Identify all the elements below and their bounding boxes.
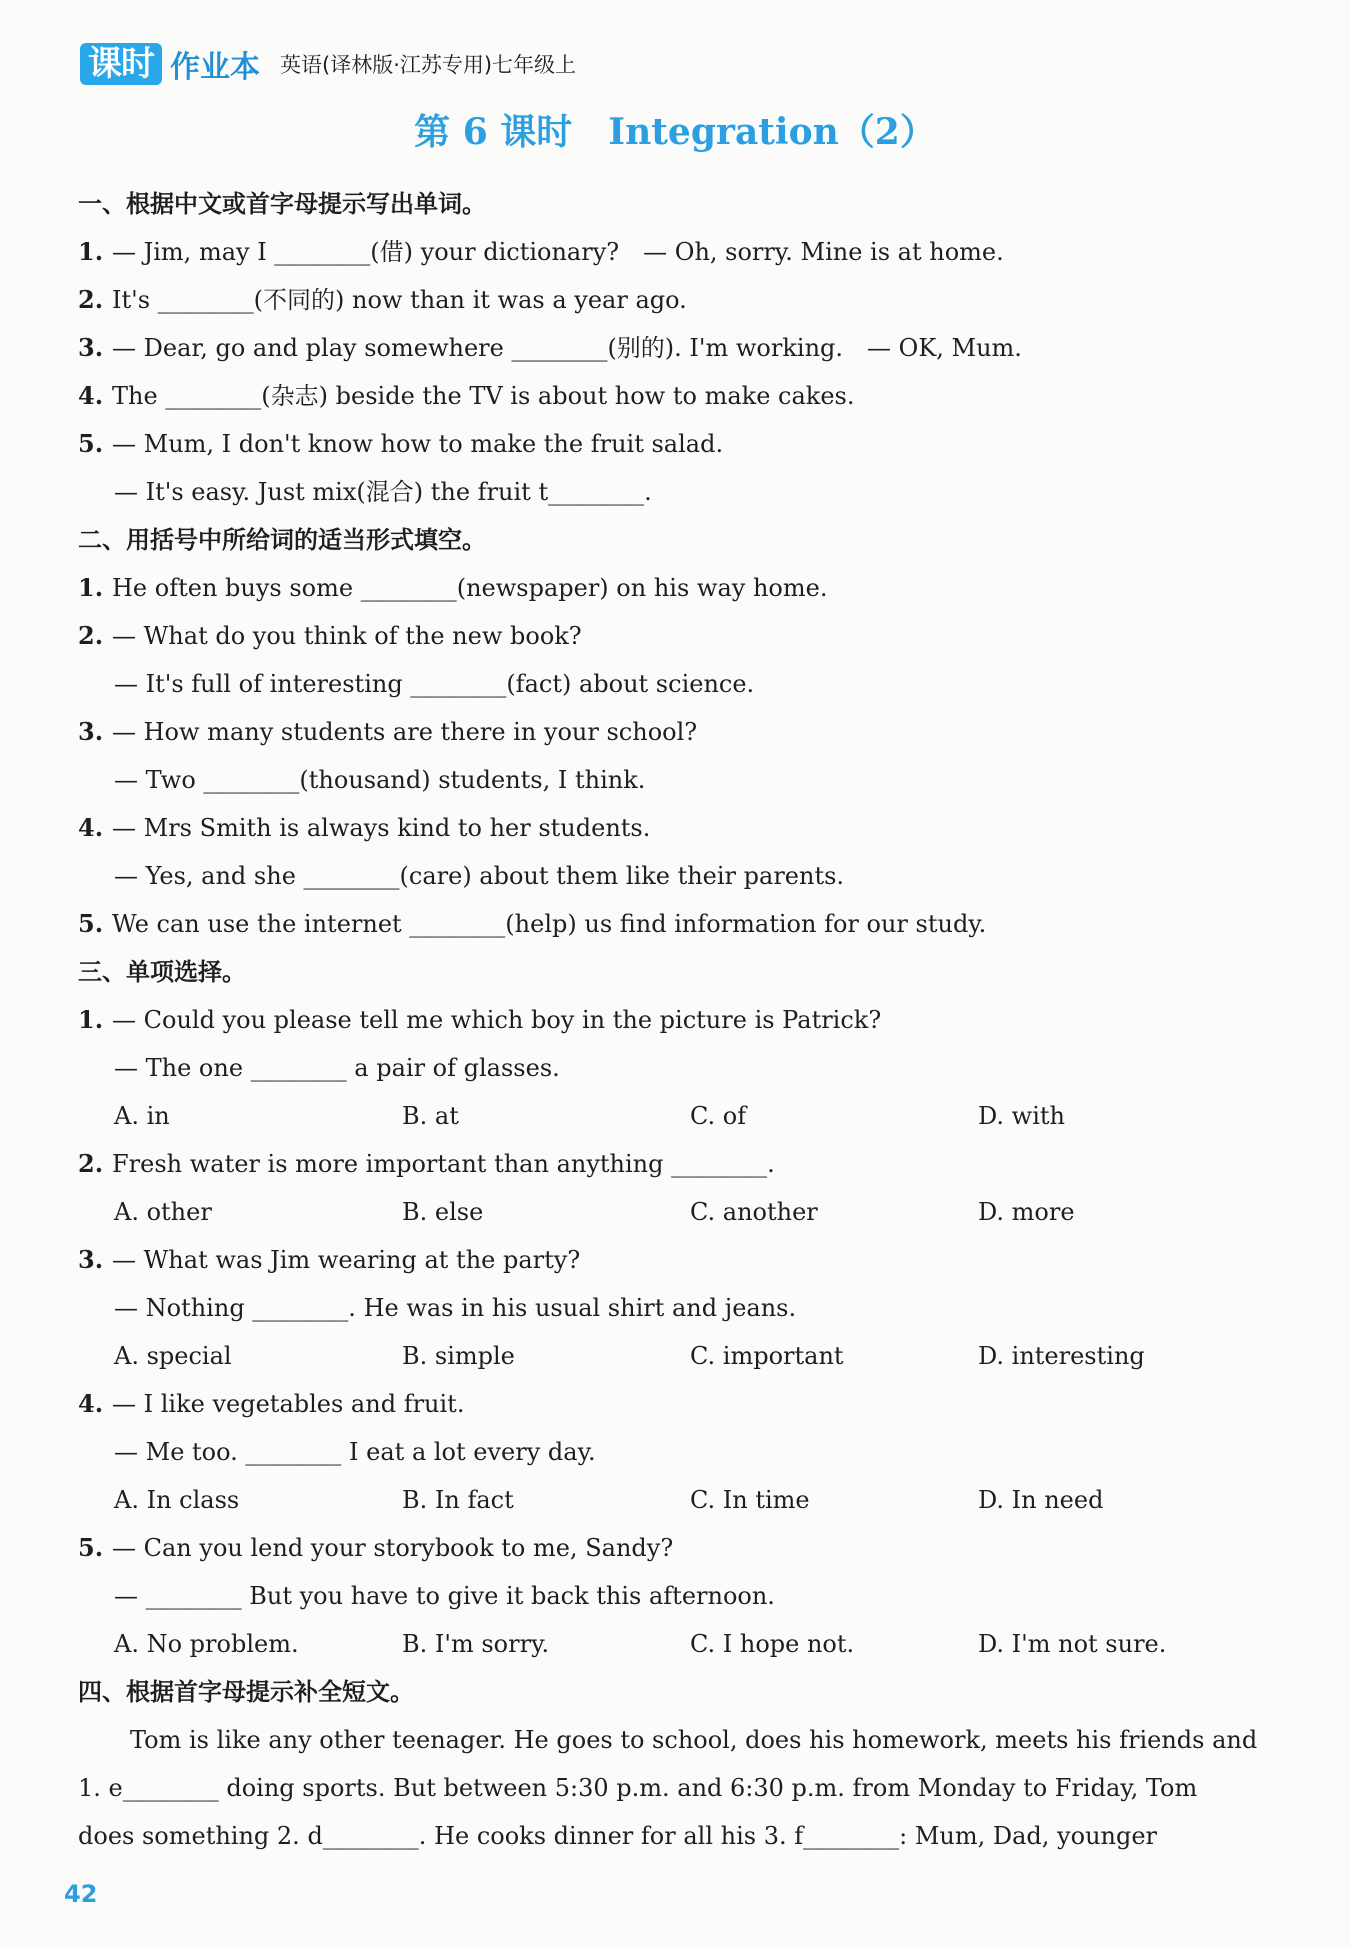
question-line: — The one ________ a pair of glasses.: [114, 1054, 560, 1082]
brand-name: 作业本: [170, 50, 260, 85]
options-row: [78, 1476, 1278, 1524]
section-heading: 一、根据中文或首字母提示写出单词。: [78, 190, 486, 218]
option: C. I hope not.: [690, 1630, 855, 1658]
question-line: 3. — What was Jim wearing at the party?: [78, 1245, 581, 1274]
page-title: 第 6 课时 Integration（2）: [414, 111, 936, 153]
question-line: 1. — Could you please tell me which boy in the picture is Patrick?: [78, 1005, 882, 1034]
option: C. of: [690, 1102, 747, 1130]
passage-line: does something 2. d________. He cooks dinner for all his 3. f________: Mum, Dad, younger: [78, 1822, 1158, 1850]
option: D. more: [978, 1198, 1075, 1226]
question-line: — Nothing ________. He was in his usual shirt and jeans.: [114, 1294, 797, 1322]
exercise-content: [78, 180, 1278, 1860]
options-row: [78, 1332, 1278, 1380]
option: A. in: [114, 1102, 170, 1130]
question-line: 2. It's ________(不同的) now than it was a year ago.: [78, 285, 687, 314]
option: C. another: [690, 1198, 818, 1226]
question-line: — It's easy. Just mix(混合) the fruit t________.: [114, 478, 652, 506]
question-line: 1. He often buys some ________(newspaper) on his way home.: [78, 573, 828, 602]
options-row: [78, 1092, 1278, 1140]
question-line: 1. — Jim, may I ________(借) your dictionary? — Oh, sorry. Mine is at home.: [78, 237, 1004, 266]
option: D. interesting: [978, 1342, 1145, 1370]
question-line: — It's full of interesting ________(fact) about science.: [114, 670, 755, 698]
page-number: 42: [64, 1880, 98, 1908]
options-row: [78, 1620, 1278, 1668]
question-line: — Me too. ________ I eat a lot every day.: [114, 1438, 596, 1466]
option: D. In need: [978, 1486, 1104, 1514]
question-line: 3. — Dear, go and play somewhere ________(别的). I'm working. — OK, Mum.: [78, 333, 1022, 362]
option: D. with: [978, 1102, 1065, 1130]
section-heading: 四、根据首字母提示补全短文。: [78, 1678, 414, 1706]
header: [80, 42, 576, 86]
question-line: 2. — What do you think of the new book?: [78, 621, 582, 650]
section-heading: 三、单项选择。: [78, 958, 246, 986]
question-line: 4. — I like vegetables and fruit.: [78, 1389, 465, 1418]
question-line: 4. The ________(杂志) beside the TV is about how to make cakes.: [78, 381, 855, 410]
passage-line: Tom is like any other teenager. He goes to school, does his homework, meets his friends and: [130, 1726, 1258, 1754]
question-line: 5. — Can you lend your storybook to me, Sandy?: [78, 1533, 674, 1562]
option: C. important: [690, 1342, 844, 1370]
passage-line: 1. e________ doing sports. But between 5:30 p.m. and 6:30 p.m. from Monday to Friday, Tom: [78, 1774, 1198, 1802]
option: A. special: [114, 1342, 232, 1370]
header-subtitle: 英语(译林版·江苏专用)七年级上: [280, 53, 577, 77]
brand-logo: 课时: [80, 43, 162, 85]
question-line: — Two ________(thousand) students, I think.: [114, 766, 646, 794]
option: B. else: [402, 1198, 484, 1226]
option: C. In time: [690, 1486, 810, 1514]
question-line: — Yes, and she ________(care) about them like their parents.: [114, 862, 845, 890]
question-line: 2. Fresh water is more important than anything ________.: [78, 1149, 775, 1178]
question-line: 3. — How many students are there in your school?: [78, 717, 698, 746]
option: B. simple: [402, 1342, 515, 1370]
question-line: 5. We can use the internet ________(help) us find information for our study.: [78, 909, 987, 938]
option: A. In class: [114, 1486, 240, 1514]
question-line: 5. — Mum, I don't know how to make the fruit salad.: [78, 429, 724, 458]
question-line: — ________ But you have to give it back this afternoon.: [114, 1582, 775, 1610]
option: A. No problem.: [114, 1630, 299, 1658]
question-line: 4. — Mrs Smith is always kind to her students.: [78, 813, 651, 842]
option: B. I'm sorry.: [402, 1630, 550, 1658]
option: A. other: [114, 1198, 212, 1226]
option: D. I'm not sure.: [978, 1630, 1167, 1658]
option: B. In fact: [402, 1486, 514, 1514]
section-heading: 二、用括号中所给词的适当形式填空。: [78, 526, 486, 554]
options-row: [78, 1188, 1278, 1236]
option: B. at: [402, 1102, 459, 1130]
